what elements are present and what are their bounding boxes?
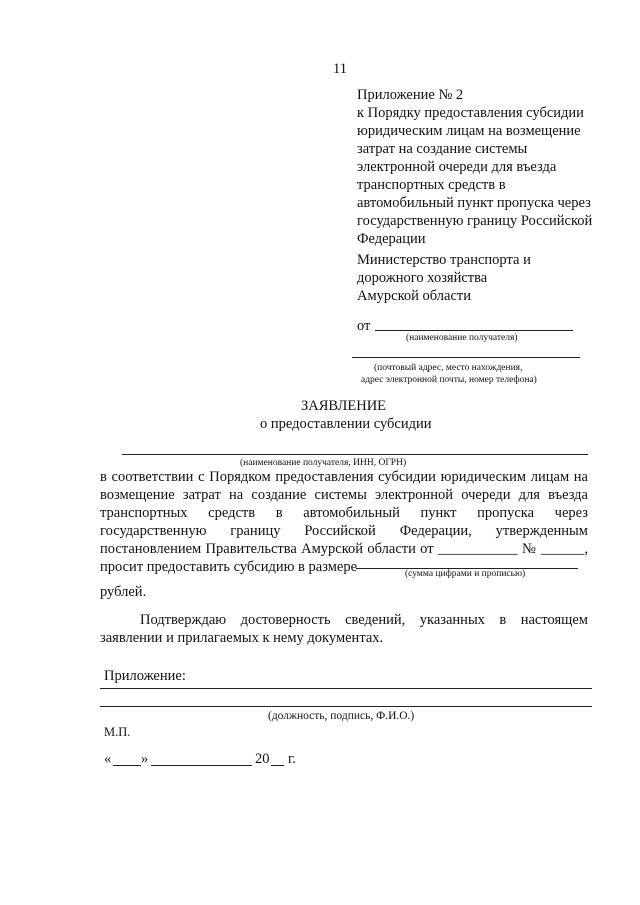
date-year-suffix: г. xyxy=(288,751,296,767)
word: указанных xyxy=(419,612,485,628)
word: сведений, xyxy=(345,612,406,628)
confirm-line: заявлении и прилагаемых к нему документах. xyxy=(100,630,384,646)
word: автомобильный xyxy=(303,505,400,521)
addressee-line: дорожного хозяйства xyxy=(357,270,488,286)
word: в xyxy=(275,505,283,521)
appendix-line: к Порядку предоставления субсидии xyxy=(357,105,584,121)
appendix-line: Приложение № 2 xyxy=(357,87,464,103)
body-line xyxy=(100,504,588,522)
subsidy-request-text: просит предоставить субсидию в размере xyxy=(100,559,358,575)
appendix-line: транспортных средств в xyxy=(357,177,506,193)
word: Российской xyxy=(304,523,376,539)
body-line: постановлением Правительства Амурской области от ___________ № ______, xyxy=(100,541,588,557)
body-line: возмещение затрат на создание системы электронной очереди для въезда xyxy=(100,487,588,503)
appendix-line: затрат на создание системы xyxy=(357,141,528,157)
signature-caption: (должность, подпись, Ф.И.О.) xyxy=(268,710,415,722)
appendix-header xyxy=(357,86,592,248)
appendix-line: электронной очереди для въезда xyxy=(357,159,557,175)
recipient-name-caption: (наименование получателя) xyxy=(406,333,518,343)
word: Федерации, xyxy=(399,523,472,539)
addressee-line: Амурской области xyxy=(357,288,471,304)
sum-caption: (сумма цифрами и прописью) xyxy=(405,569,526,579)
word: настоящем xyxy=(520,612,588,628)
word: достоверность xyxy=(240,612,331,628)
attachment-label: Приложение: xyxy=(104,668,186,684)
body-line xyxy=(100,522,588,540)
applicant-line xyxy=(122,454,588,455)
date-close-quote: » xyxy=(141,751,149,767)
address-caption: адрес электронной почты, номер телефона) xyxy=(361,375,537,385)
word: границу xyxy=(230,523,281,539)
word: через xyxy=(554,505,588,521)
applicant-caption: (наименование получателя, ИНН, ОГРН) xyxy=(240,458,407,468)
body-line: рублей. xyxy=(100,584,147,600)
addressee xyxy=(357,251,531,305)
from-label: от xyxy=(357,318,371,334)
body-text xyxy=(100,468,588,576)
addressee-line: Министерство транспорта и xyxy=(357,252,531,268)
date-month-line xyxy=(151,765,252,766)
confirm-line xyxy=(140,611,588,629)
body-line: в соответствии с Порядком предоставления субсидии юридическим лицам на xyxy=(100,469,588,485)
appendix-line: автомобильный пункт пропуска через xyxy=(357,195,591,211)
document-title: ЗАЯВЛЕНИЕ xyxy=(301,398,387,414)
stamp-label: М.П. xyxy=(104,725,131,739)
date-year-line xyxy=(271,765,284,766)
word: пункт xyxy=(420,505,457,521)
word: государственную xyxy=(100,523,207,539)
word: утвержденным xyxy=(495,523,588,539)
date-year-prefix: 20 xyxy=(255,751,270,767)
date-day-line xyxy=(113,765,141,766)
appendix-line: юридическим лицам на возмещение xyxy=(357,123,581,139)
appendix-line: государственную границу Российской xyxy=(357,213,593,229)
word: Подтверждаю xyxy=(140,612,227,628)
word: пропуска xyxy=(477,505,535,521)
address-caption: (почтовый адрес, место нахождения, xyxy=(374,363,523,373)
appendix-line: Федерации xyxy=(357,231,426,247)
attachment-line xyxy=(100,688,592,689)
recipient-address-line xyxy=(352,357,580,358)
document-subtitle: о предоставлении субсидии xyxy=(260,416,432,432)
date-open-quote: « xyxy=(104,751,112,767)
signature-line xyxy=(100,706,592,707)
word: транспортных xyxy=(100,505,188,521)
word: в xyxy=(499,612,507,628)
word: средств xyxy=(208,505,256,521)
recipient-name-line xyxy=(375,330,573,331)
page-number: 11 xyxy=(333,61,347,77)
